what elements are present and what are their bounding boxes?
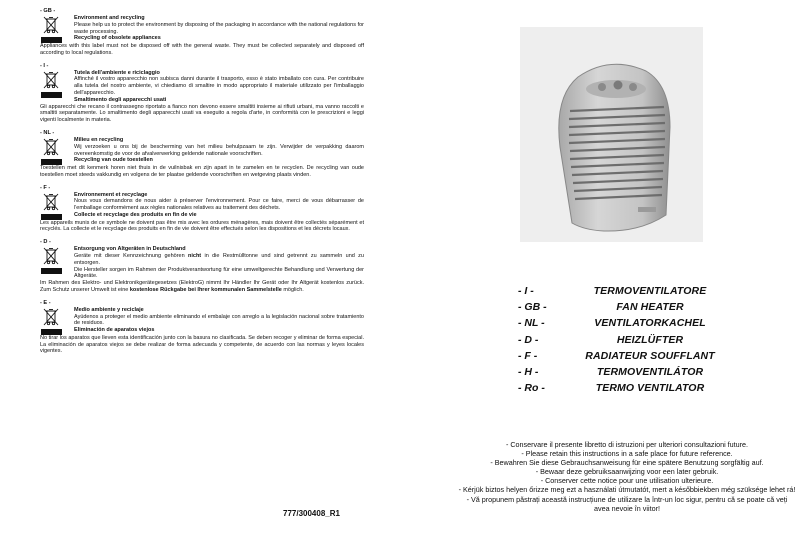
title-product-name: VENTILATORKACHEL [594,317,706,330]
title-lang-code: - F - [518,349,538,362]
section-text: Please help us to protect the environment by disposing of the packaging in accordance with the national regulations for waste processing. [74,21,364,35]
section-text: Ayúdenos a proteger el medio ambiente eliminando el embalaje con arreglo a la legislación nacional sobre tratamiento de residuos. [74,313,364,327]
section-heading: Milieu en recycling [74,136,124,143]
section-text: Toestellen met dit kenmerk horen niet thuis in de vuilnisbak en zijn apart in te zamelen en te recyclen. De recycling van oude toestellen moet steeds vakkundig en volgens de ter plaatse geldende voorschriften en wetgeving plaats vinden. [40,164,364,178]
title-row [518,348,728,364]
crossed-bin-icon [42,137,60,157]
section-text: in die Restmülltonne und sind getrennt zu sammeln und zu entsorgen. [74,252,364,266]
note-line: - Conservare il presente libretto di istruzioni per ulteriori consultazioni future. [505,440,749,449]
section-text: Affinché il vostro apparecchio non subisca danni durante il trasporto, esso è stato imballato con cura. Per contribuire alla tutela del nostro ambiente, vi chiediamo di smaltire in modo appropriato il materiale utilizzato per l'imballaggio dell'apparecchio. [74,76,364,96]
collection-bar [41,159,62,165]
note-line: - Conserver cette notice pour une utilisation ulterieure. [540,476,714,486]
collection-bar [41,214,62,220]
note-line: - Please retain this instructions in a safe place for future reference. [521,449,733,459]
lang-label: - GB - [40,8,56,14]
section-heading: Recycling van oude toestellen [74,157,153,164]
crossed-bin-icon [42,246,60,266]
emphasis-text: kostenlose Rückgabe bei Ihrer kommunalen Sammelstelle [129,286,282,293]
title-lang-code: - D - [518,333,539,346]
title-lang-code: - GB - [518,301,547,314]
title-product-name: FAN HEATER [616,301,684,314]
title-row [518,364,728,380]
section-heading: Entsorgung von Altgeräten in Deutschland [74,246,186,253]
title-lang-code: - H - [518,365,539,378]
section-heading: Recycling of obsolete appliances [74,35,161,42]
section-text: Appliances with this label must not be disposed off with the general waste. They must be collected separately and disposed off according to local regulations. [40,43,364,56]
section-text: möglich. [281,286,304,293]
recycling-column [40,8,364,361]
lang-label: - E - [40,299,51,306]
section-text: Wij verzoeken u ons bij de bescherming van het milieu behulpzaam te zijn. Verwijder de verpakking daarom overeenkomstig de voor de afvalverwerking geldende nationale voorschriften. [74,143,364,157]
collection-bar [41,92,62,98]
emphasis-text: nicht [188,252,202,259]
crossed-bin-icon [42,15,60,35]
collection-bar [41,37,62,43]
lang-label: - I - [40,62,49,69]
lang-label: - F - [40,184,51,191]
section-heading: Collecte et recyclage des produits en fin de vie [74,211,197,218]
section-text: No tirar los aparatos que lleven esta identificación junto con la basura no clasificada. Se deben recoger y eliminar de forma especial. La eliminación de aparatos viejos se debe realizar de forma adecuada y competente, de acuerdo con las normas y leyes locales vigentes. [40,334,364,355]
section-text: Gli apparecchi che recano il contrassegno riportato a fianco non devono essere smaltiti insieme ai rifiuti urbani, ma vanno raccolti e smaltiti separatamente. Lo smaltimento degli apparecchi usati va eseguito a regola d'arte, in conformità con le prescrizioni e leggi vigenti localmente in materia. [40,103,364,124]
section-text: Les appareils munis de ce symbole ne doivent pas être mis avec les ordures ménagères, mais doivent être collectés séparément et recyclés. La collecte et le recyclage des produits en fin de vie doivent être effectués selon les dispositions et les décrets locaux. [40,219,364,233]
section-heading: Medio ambiente y reciclaje [74,306,144,313]
note-line: - Vă propunem păstrați această instrucțiune de utilizare la într-un loc sigur, pentru că se poate că veți avea nevoie în viitor! [466,494,788,513]
section-d [40,239,364,294]
section-heading: Environment and recycling [74,15,145,21]
section-text: Geräte mit dieser Kennzeichnung gehören [74,252,188,259]
fan-heater-icon [520,27,703,242]
product-photo [520,27,703,242]
title-product-name: TERMOVENTILÁTOR [596,365,704,378]
section-text: Im Rahmen des Elektro- und Elektronikgerätegesetzes (ElektroG) nimmt Ihr Händler Ihr Gerät oder Ihr Altgerät kostenlos zurück. Zum Schutz unserer Umwelt ist eine [40,280,364,293]
section-nl [40,130,364,179]
crossed-bin-icon [42,192,60,212]
title-row [518,283,728,299]
title-product-name: RADIATEUR SOUFFLANT [585,349,715,362]
product-titles [518,283,728,396]
title-row [518,380,728,396]
section-heading: Environnement et recyclage [74,191,148,198]
retain-instructions-notes [458,440,796,513]
document-number: 777/300408_R1 [283,509,340,518]
collection-bar [41,329,62,335]
note-line: - Bewaar deze gebruiksaanwijzing voor een later gebruik. [535,467,719,477]
collection-bar [41,268,62,274]
section-f [40,185,364,234]
section-text: Nous vous demandons de nous aider à préserver l'environnement. Pour ce faire, merci de vous débarrasser de l'emballage conformément aux règles nationales relatives au traitement des déchets. [74,198,364,212]
lang-label: - NL - [40,129,55,136]
section-text: Die Hersteller sorgen im Rahmen der Produktverantwortung für eine umweltgerechte Behandlung und Verwertung der Altgeräte. [74,266,364,280]
lang-label: - D - [40,239,51,246]
title-row [518,332,728,348]
title-lang-code: - NL - [518,317,545,330]
note-line: - Kérjük biztos helyen őrizze meg ezt a használati útmutatót, mert a későbbiekben még szüksége lehet rá! [458,485,796,495]
section-i [40,63,364,124]
title-product-name: TERMO VENTILATOR [595,382,705,395]
title-row [518,299,728,315]
crossed-bin-icon [42,70,60,90]
note-line: - Bewahren Sie diese Gebrauchsanweisung für eine spätere Benutzung sorgfältig auf. [490,458,764,468]
section-heading: Eliminación de aparatos viejos [74,327,155,334]
section-e [40,300,364,355]
title-lang-code: - Ro - [518,382,545,395]
title-lang-code: - I - [518,285,534,297]
title-row [518,315,728,331]
section-gb [40,8,364,57]
crossed-bin-icon [42,307,60,327]
title-product-name: HEIZLÜFTER [616,333,684,346]
section-heading: Smaltimento degli apparecchi usati [74,96,167,103]
section-heading: Tutela dell'ambiente e riciclaggio [74,69,160,76]
title-product-name: TERMOVENTILATORE [593,285,707,297]
